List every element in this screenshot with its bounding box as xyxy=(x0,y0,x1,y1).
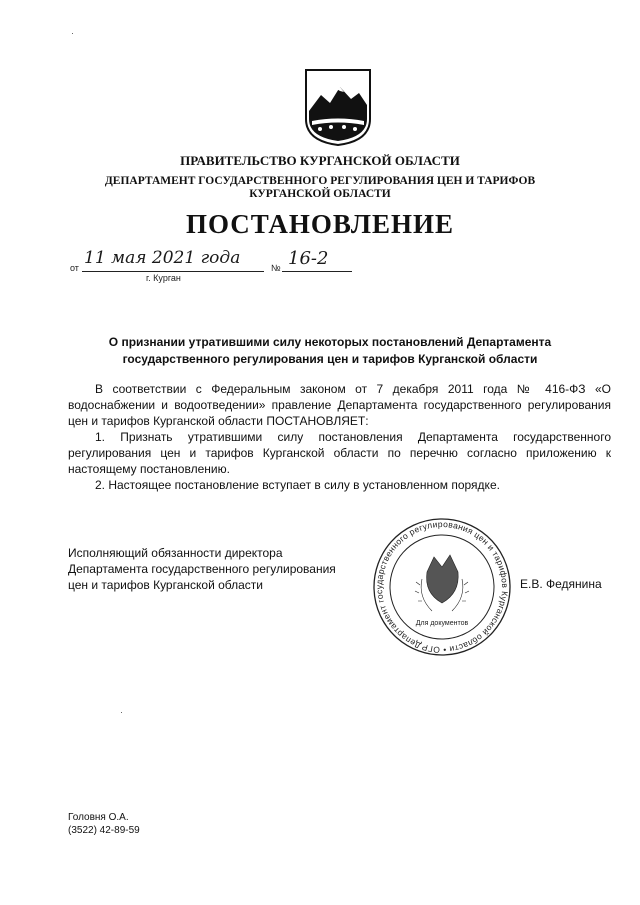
department-name-line2: КУРГАНСКОЙ ОБЛАСТИ xyxy=(249,188,391,200)
contact-phone: (3522) 42-89-59 xyxy=(68,825,140,836)
signer-position-line3: цен и тарифов Курганской области xyxy=(68,578,263,592)
document-title xyxy=(60,334,600,368)
government-name: ПРАВИТЕЛЬСТВО КУРГАНСКОЙ ОБЛАСТИ xyxy=(180,153,460,168)
number-underline xyxy=(282,271,352,272)
department-name-line1: ДЕПАРТАМЕНТ ГОСУДАРСТВЕННОГО РЕГУЛИРОВАНИЯ ЦЕН И ТАРИФОВ xyxy=(104,175,536,187)
dateline xyxy=(70,248,370,278)
seal-emblem xyxy=(415,555,469,611)
department-name xyxy=(0,175,640,201)
body-paragraph-1: В соответствии с Федеральным законом от 7 декабря 2011 года № 416-ФЗ «О водоснабжении и водоотведении» правление Департамента государственного регулирования цен и тарифов Курганской области ПОСТАНОВЛЯЕТ: xyxy=(68,382,611,428)
document-body xyxy=(68,381,611,493)
seal-inner-text: Для документов xyxy=(415,620,469,627)
signer-position-line2: Департамента государственного регулирования xyxy=(68,562,336,576)
handwritten-number: 16-2 xyxy=(288,248,329,269)
handwritten-date: 11 мая 2021 года xyxy=(84,248,241,268)
scan-speck xyxy=(121,712,122,713)
body-paragraph-3: 2. Настоящее постановление вступает в силу в установленном порядке. xyxy=(95,478,500,492)
contact-block xyxy=(68,811,140,837)
number-label: № xyxy=(271,263,281,273)
body-paragraph-2: 1. Признать утратившими силу постановления Департамента государственного регулирования цен и тарифов Курганской области по перечню согласно приложению к настоящему постановлению. xyxy=(68,430,611,476)
document-type: ПОСТАНОВЛЕНИЕ xyxy=(185,209,455,239)
signer-name: Е.В. Федянина xyxy=(520,577,602,591)
date-underline xyxy=(82,271,264,272)
scan-speck xyxy=(72,33,73,34)
seal-ring-text: Департамент государственного регулирования цен и тарифов Курганской области • ОГРН xyxy=(373,518,511,656)
document-title-line2: государственного регулирования цен и тарифов Курганской области xyxy=(122,352,538,366)
official-seal-stamp xyxy=(372,517,512,657)
from-label: от xyxy=(70,263,79,273)
document-title-line1: О признании утратившими силу некоторых постановлений Департамента xyxy=(108,335,552,349)
signer-position xyxy=(68,545,368,593)
contact-person: Головня О.А. xyxy=(68,812,129,823)
city-name: г. Курган xyxy=(146,273,181,283)
coat-of-arms-emblem xyxy=(303,67,373,147)
signer-position-line1: Исполняющий обязанности директора xyxy=(68,546,283,560)
